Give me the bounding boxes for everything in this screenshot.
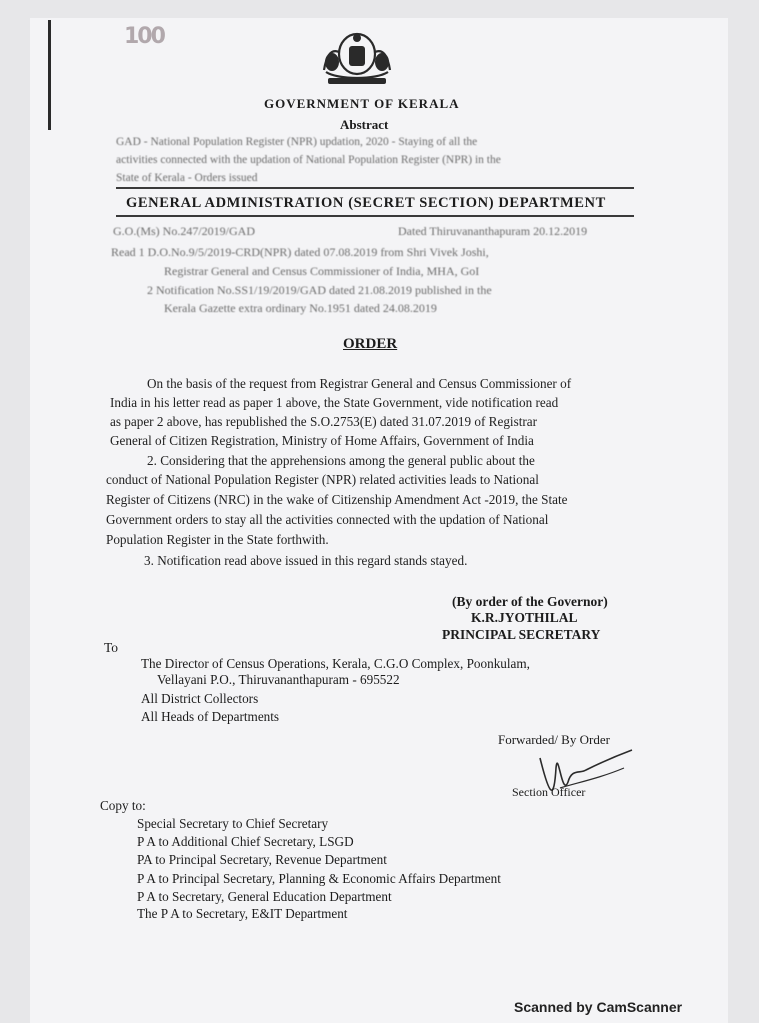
order-line: General of Citizen Registration, Ministry of Home Affairs, Government of India [110,433,534,448]
order-line: 3. Notification read above issued in this regard stands stayed. [144,553,468,568]
order-line: 2. Considering that the apprehensions among the general public about the [147,453,535,468]
order-line: Government orders to stay all the activities connected with the updation of National [106,512,549,527]
order-line: conduct of National Population Register (NPR) related activities leads to National [106,472,539,487]
signatory-name: K.R.JYOTHILAL [471,610,578,625]
order-heading: ORDER [343,336,398,352]
government-title: GOVERNMENT OF KERALA [264,96,460,111]
go-number: G.O.(Ms) No.247/2019/GAD [113,224,255,238]
reference-line: Kerala Gazette extra ordinary No.1951 dated 24.08.2019 [164,301,437,315]
camscanner-watermark: Scanned by CamScanner [514,999,683,1015]
reference-line: Registrar General and Census Commissioner of India, MHA, GoI [164,264,480,278]
signatory-designation: PRINCIPAL SECRETARY [442,627,601,642]
copy-recipient: The P A to Secretary, E&IT Department [137,906,348,921]
to-label: To [104,640,119,655]
reference-line: Read 1 D.O.No.9/5/2019-CRD(NPR) dated 07.08.2019 from Shri Vivek Joshi, [111,245,489,259]
copy-recipient: P A to Additional Chief Secretary, LSGD [137,834,354,849]
forwarded-by-order: Forwarded/ By Order [498,732,610,747]
copy-recipient: PA to Principal Secretary, Revenue Department [137,852,387,867]
by-order-of-governor: (By order of the Governor) [452,594,608,609]
recipient-line: All Heads of Departments [141,709,280,724]
copy-to-label: Copy to: [100,798,146,813]
department-title: GENERAL ADMINISTRATION (SECRET SECTION) DEPARTMENT [126,195,606,211]
copy-recipient: P A to Secretary, General Education Department [137,889,392,904]
scan-edge-line [48,20,51,130]
section-officer: Section Officer [512,785,586,799]
order-line: On the basis of the request from Registrar General and Census Commissioner of [147,376,572,391]
recipient-line: The Director of Census Operations, Kerala, C.G.O Complex, Poonkulam, [141,656,530,671]
divider [116,215,634,217]
order-line: Population Register in the State forthwith. [106,532,329,547]
reference-line: 2 Notification No.SS1/19/2019/GAD dated 21.08.2019 published in the [147,283,492,297]
order-line: as paper 2 above, has republished the S.O.2753(E) dated 31.07.2019 of Registrar [110,414,538,429]
order-line: Register of Citizens (NRC) in the wake of Citizenship Amendment Act -2019, the State [106,492,568,507]
subject-line: State of Kerala - Orders issued [116,172,258,184]
copy-recipient: Special Secretary to Chief Secretary [137,816,329,831]
recipient-line: Vellayani P.O., Thiruvananthapuram - 695522 [157,672,400,687]
abstract-label: Abstract [340,117,389,132]
kerala-emblem-icon [318,28,396,88]
centenary-stamp: 100 [124,24,164,49]
recipient-line: All District Collectors [141,691,259,706]
order-date: Dated Thiruvananthapuram 20.12.2019 [398,224,588,238]
order-line: India in his letter read as paper 1 above, the State Government, vide notification read [110,395,559,410]
subject-line: GAD - National Population Register (NPR) updation, 2020 - Staying of all the [116,136,478,148]
divider [116,187,634,189]
subject-line: activities connected with the updation of National Population Register (NPR) in the [116,154,501,166]
copy-recipient: P A to Principal Secretary, Planning & Economic Affairs Department [137,871,501,886]
